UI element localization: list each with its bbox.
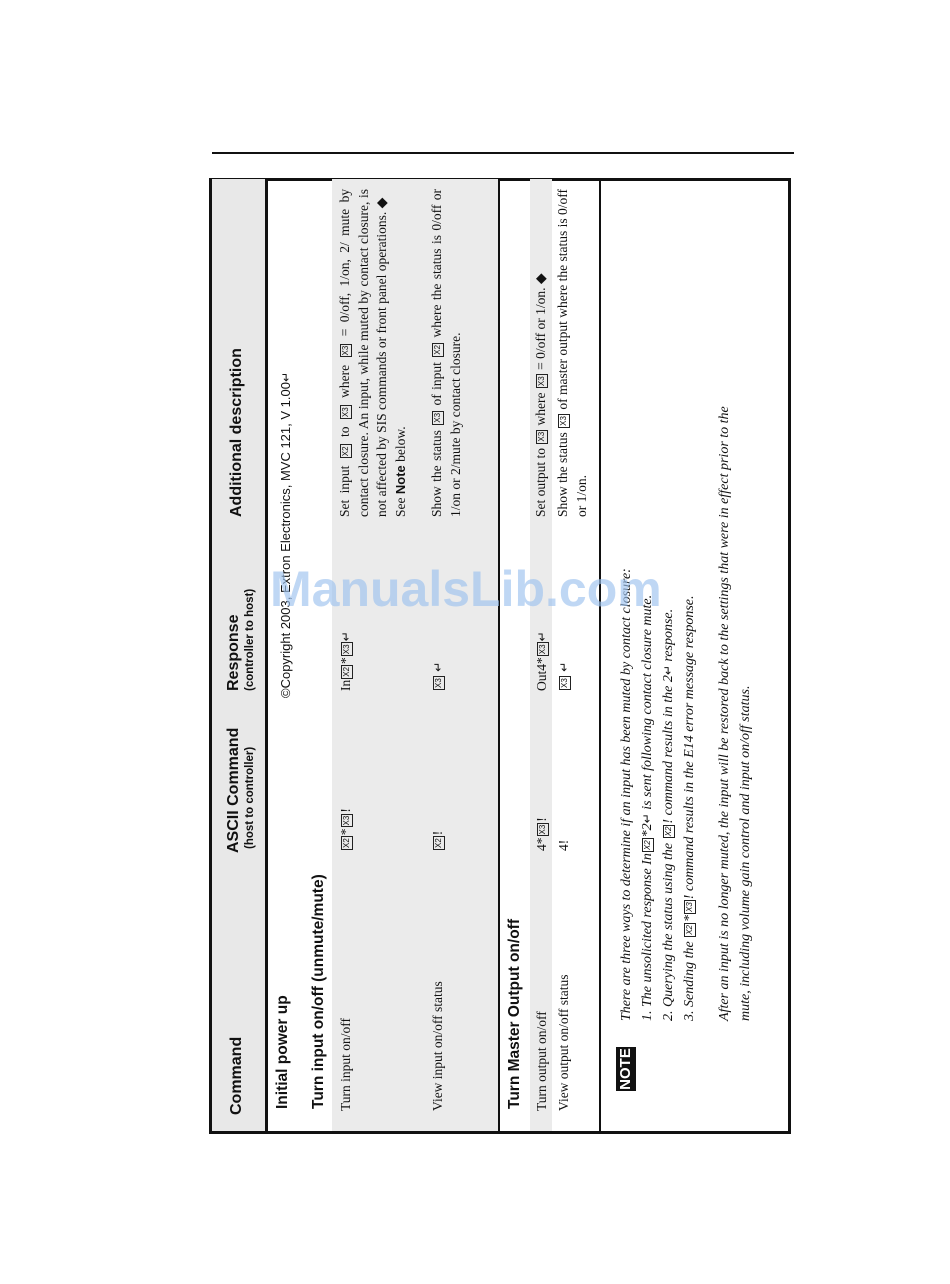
note-para2-line1: After an input is no longer muted, the input will be restored back to the settings that were in effect prior to the <box>717 406 732 1021</box>
input-row1-command: Turn input on/off <box>338 1017 353 1111</box>
rotated-table <box>212 179 788 1131</box>
input-row1-response: InX2*X3↵ <box>338 631 353 691</box>
header-ascii: ASCII Command <box>225 727 242 853</box>
section-divider <box>498 179 500 1131</box>
header-description: Additional description <box>228 348 245 517</box>
header-ascii-sub: (host to controller) <box>244 746 256 849</box>
section-power-title: Initial power up <box>274 995 291 1109</box>
top-rule <box>212 152 794 154</box>
section-master-title: Turn Master Output on/off <box>506 919 523 1109</box>
note-para2-line2: mute, including volume gain control and input on/off status. <box>738 685 753 1021</box>
input-row2-response: X3 ↵ <box>431 661 445 688</box>
input-row1-description: Set input X2 to X3 where X3 = 0/off, 1/on, 2/ mute by contact closure. An input, while muted by contact closure, is not affected by SIS commands or front panel operations. ◆ See Note below. <box>337 188 408 517</box>
note-line-1: There are three ways to determine if an input has been muted by contact closure: <box>619 568 634 1021</box>
master-row1-description: Set output to X3 where X3 = 0/off or 1/on. ◆ <box>533 273 549 517</box>
master-row1-command: Turn output on/off <box>534 1011 549 1111</box>
master-row2-ascii: 4! <box>556 839 571 851</box>
input-row2-description: Show the status X3 of input X2 where the status is 0/off or 1/on or 2/mute by contact closure. <box>429 188 463 517</box>
section-input-title: Turn input on/off (unmute/mute) <box>310 874 327 1109</box>
power-response: ©Copyright 2003, Extron Electronics, MVC 121, V 1.00↵ <box>278 371 293 698</box>
input-row1-ascii: X2*X3! <box>338 808 353 848</box>
note-line-4: 3. Sending the X2*X3! command results in the E14 error message response. <box>682 595 697 1021</box>
master-row1-response: Out4*X3↵ <box>534 631 549 691</box>
watermark: ManualsLib.com <box>270 561 662 617</box>
note-badge: NOTE <box>617 1048 634 1090</box>
input-row2-ascii: X2! <box>430 830 445 848</box>
input-row2-command: View input on/off status <box>430 981 445 1111</box>
note-divider <box>599 179 601 1131</box>
note-line-3: 2. Querying the status using the X2! command results in the 2↵ response. <box>661 608 676 1021</box>
table-header <box>212 179 268 1131</box>
master-row2-description: Show the status X3 of master output where the status is 0/off or 1/on. <box>555 188 589 517</box>
master-row1-ascii: 4*X3! <box>534 817 549 851</box>
header-response: Response <box>225 614 242 691</box>
header-response-sub: (controller to host) <box>244 588 256 691</box>
header-command: Command <box>228 1036 245 1115</box>
master-row2-command: View output on/off status <box>556 974 571 1111</box>
master-row2-response: X3 ↵ <box>557 661 571 688</box>
note-line-2: 1. The unsolicited response InX2*2↵ is sent following contact closure mute. <box>640 594 655 1021</box>
